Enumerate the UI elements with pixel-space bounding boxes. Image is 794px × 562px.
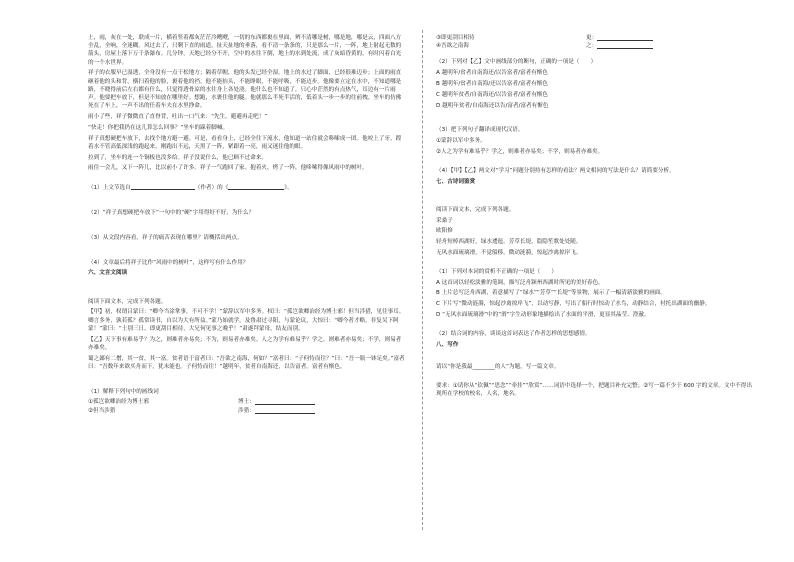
question-3: （3）从文段内容看，祥子的痛苦表现在哪里？请概括出两点。: [88, 234, 243, 241]
answer-blank[interactable]: [255, 407, 315, 414]
instructions: 阅读下面文本，完成下列各题。: [436, 206, 515, 213]
essay-title: 请以“你是我最________的人”为题，写一篇文章。: [436, 363, 560, 370]
story-paragraph: 雨住一会儿，又下一阵儿，比以前小了许多。祥子一气跑回了家。抱着火，烤了一阵，他哆嗦得像风雨中的树叶。: [88, 165, 368, 172]
left-column: [88, 34, 406, 415]
instructions: 阅读下面文本，完成下列各题。: [88, 298, 167, 305]
question-4: （4）文章最后将祥子比作“风雨中的树叶”，这样写有什么作用？: [88, 259, 249, 266]
story-paragraph: 雨小了些，祥子微微直了直脊背，吐出一口气来：“先生，避避再走吧！”: [88, 114, 268, 121]
question-2: （2）“祥子真想硬把车放下”一句中的“硬”字用得好不好，为什么？: [88, 210, 255, 216]
question-a3-row: ③即更刮目相待 更：: [436, 34, 754, 42]
option-b: B 上片总写泛舟西湖，着意描写了“绿水”“芳草”“长堤”等景物，展示了一幅清新淡雅的画面。: [436, 290, 666, 297]
answer-blank[interactable]: [597, 34, 653, 41]
option-d: D “无风水面琉璃滑”中的“滑”字生动形象地描绘出了水面的平滑，更显其晶莹、澄澈。: [436, 311, 650, 318]
section-heading: 八、写作: [436, 341, 459, 348]
question-d: （4）【甲】【乙】两文对“学习”问题分别持有怎样的看法？两文相同的写法是什么？请简要分析。: [436, 167, 675, 174]
answer-blank[interactable]: [228, 183, 284, 190]
poem-line: 轻舟短棹西湖好，绿水逶迤。芳草长堤，隐隐笙歌处处随。: [436, 239, 582, 246]
question-e: （1）下列对本词的赏析不正确的一项是（ ）: [436, 268, 558, 275]
poem-title: 采桑子: [436, 217, 453, 224]
option-d: D 越明年贫者/自南海还以告/富者/富者有惭色: [436, 102, 549, 109]
option-c: C 下片写“微动涟漪，惊起沙禽掠岸飞”，以动写静，写出了船行时惊动了水鸟，动静结合，衬托出湖面的幽静。: [436, 301, 711, 308]
answer-blank[interactable]: [131, 183, 195, 190]
question-a1-row: ①孤岂欲卿治经为博士邪 博士：: [88, 398, 406, 406]
right-column: [436, 34, 754, 401]
story-paragraph: “快走！你把我扔在这儿算怎么回事？”坐车的跺着脚喊。: [88, 124, 229, 131]
question-a4-row: ④吾欲之南海 之：: [436, 42, 754, 50]
story-paragraph: 土，雨，灰在一处，联成一片，横着竖着都灰茫茫冷飕飕，一切的东西都裹在里面，辨不清哪是树，哪是地，哪是云，四面八方全乱，全响，全迷糊。风过去了，只剩下直的雨道，扯天扯地的垂落，看不清一条条的，只是那么一片，一阵，地上射起无数的箭头，房屋上落下万千条瀑布。几分钟，天地已经分不开，空中的水往下倒，地上的水到处流，成了灰暗昏黄的，有时闪着白光的一个水世界。: [88, 35, 402, 66]
question-f: （2）结合词的内容，谈谈这首词表达了作者怎样的思想感情。: [436, 330, 591, 337]
essay-requirements: 要求：①请你从“钦佩”“思念”“牵挂”“欣赏”……词语中选择一个，把题目补充完整；②写一篇不少于 600 字的文章。文中不得出现所在学校的校名，人名，地名。: [436, 382, 752, 397]
section-heading: 六、文言文阅读: [88, 270, 128, 277]
story-paragraph: 拉到了，坐车的连一个铜板也没多给。祥子没说什么，他已顾不过命来。: [88, 154, 268, 161]
poem-line: 无风水面琉璃滑，不觉船移。微动涟漪，惊起沙禽掠岸飞。: [436, 249, 582, 256]
column-divider: [422, 30, 423, 530]
answer-blank[interactable]: [255, 398, 315, 405]
answer-blank[interactable]: [597, 42, 653, 49]
story-paragraph: 祥子的衣服早已湿透，全身没有一点干松地方；隔着草帽，他的头发已经全湿。地上的水过了脚面，已经很难迈步；上面的雨直砸着他的头和背，横扫着他的脸，裹着他的裆。他不能抬头，不能睁眼，不能呼吸，不能迈步。他像要立定在水中，不知道哪是路，不晓得前后左右都有什么，只觉得透骨凉的水往身上各处浇。他什么也不知道了，只心中茫然的有点热气，耳边有一片雨声。他要把车放下，但是不知放在哪里好。想跑，水裹住他的腿。他就那么半死半活的，低着头一步一步的往前拽。坐车的仿佛死在了车上，一声不出的任着车夫在水里挣命。: [88, 70, 402, 110]
question-1: （1）上文节选自 （作者）的《 》。: [88, 185, 293, 192]
option-a: A 这首词以轻松淡雅的笔调，描写泛舟颍州西湖时所见的美好春色。: [436, 279, 604, 286]
section-heading: 七、古诗词鉴赏: [436, 178, 476, 185]
option-b: B 越明年/贫者自南海/还以告富者/富者有惭色: [436, 81, 548, 87]
question-b: （2）下列对【乙】文中画线部分的断句，正确的一项是（ ）: [436, 59, 597, 66]
passage-jia: 【甲】初，权谓吕蒙曰：“卿今当涂掌事，不可不学！”蒙辞以军中多务。权曰：“孤岂欲卿治经为博士邪！但当涉猎，见往事耳。卿言多务，孰若孤？孤常读书，自以为大有所益。”蒙乃始就学。及鲁肃过寻阳，与蒙论议，大惊曰：“卿今者才略，非复吴下阿蒙！”蒙曰：“士别三日，即更刮目相待，大兄何见事之晚乎！”肃遂拜蒙母，结友而别。: [88, 309, 405, 332]
question-a2-row: ②但当涉猎 涉猎：: [88, 407, 406, 415]
option-c: C 越明年贫者/自南海还/以告富者/富者有惭色: [436, 91, 549, 98]
option-a: A 越明年/贫者自南海还/以告富者/富者有惭色: [436, 70, 548, 77]
question-c: （3）把下列句子翻译成现代汉语。: [436, 127, 524, 134]
passage-yi: 【乙】天下事有难易乎？为之，则难者亦易矣；不为，则易者亦难矣。人之为学有难易乎？学之，则难者亦易矣；不学，则易者亦难矣。: [88, 336, 402, 351]
question-a: （1）解释下列句中的画线词: [88, 388, 159, 395]
story-paragraph: 祥子真想硬把车放下，去找个地方避一避。可是，看看身上，已经全往下流水，他知道一站住就会哆嗦成一团。他咬上了牙，蹚着水不管高低深浅的跑起来。刚跑出不远，天黑了一阵，紧跟着一亮，雨又迷住他的眼。: [88, 135, 402, 150]
question-c1: ①蒙辞以军中多务。: [436, 138, 486, 145]
question-c2: ②人之为学有难易乎？学之，则难者亦易矣；不学，则易者亦难矣。: [436, 148, 604, 155]
poem-author: 欧阳修: [436, 228, 453, 235]
passage-yi-continued: 蜀之鄙有二僧，其一贫，其一富。贫者语于富者曰：“吾欲之南海，何如？”富者曰：“子何恃而往？”曰：“吾一瓶一钵足矣。”富者曰：“吾数年来欲买舟而下，犹未能也。子何恃而往！”越明年，贫者自南海还，以告富者。富者有惭色。: [88, 355, 405, 370]
